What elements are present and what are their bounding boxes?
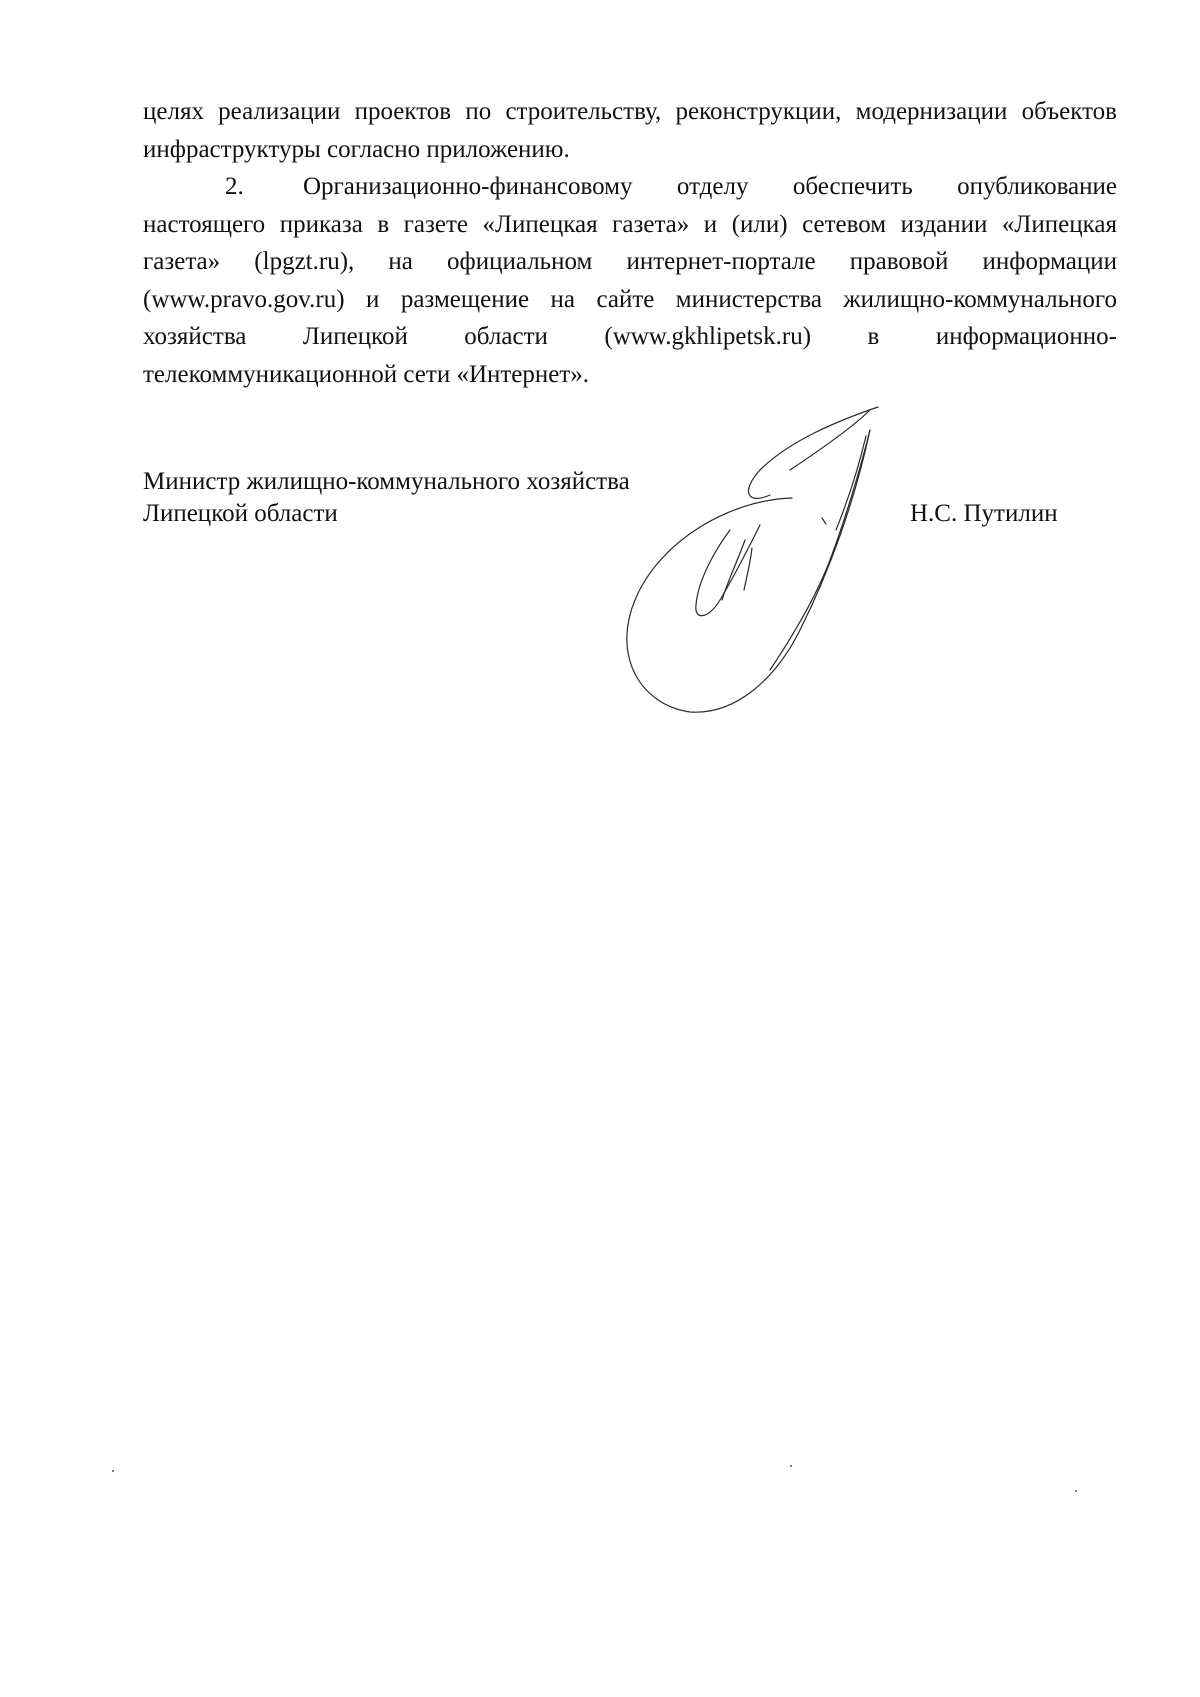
signer-name: Н.С. Путилин bbox=[910, 500, 1058, 527]
item-2-paragraph bbox=[143, 168, 1117, 393]
paragraph-continuation: целях реализации проектов по строительству, реконструкции, модернизации объектов инфраструктуры согласно приложению. bbox=[143, 98, 1117, 163]
signatory-position-line1: Министр жилищно-коммунального хозяйства bbox=[143, 468, 630, 495]
scan-speck bbox=[112, 1470, 114, 1472]
body-text bbox=[143, 93, 1117, 393]
item-2-number: 2. bbox=[225, 173, 244, 200]
scan-speck bbox=[1075, 1490, 1077, 1492]
signatory-position bbox=[143, 466, 630, 530]
item-2-text: Организационно-финансовому отделу обеспечить опубликование настоящего приказа в газете «Липецкая газета» и (или) сетевом издании «Липецкая газета» (lpgzt.ru), на официальном интернет-портале правовой информации (www.pravo.gov.ru) и размещение на сайте министерства жилищно-коммунального хозяйства Липецкой области (www.gkhlipetsk.ru) в информационно-телекоммуникационной сети «Интернет». bbox=[143, 173, 1117, 388]
scan-speck bbox=[790, 1465, 792, 1467]
signatory-position-line2: Липецкой области bbox=[143, 500, 338, 527]
